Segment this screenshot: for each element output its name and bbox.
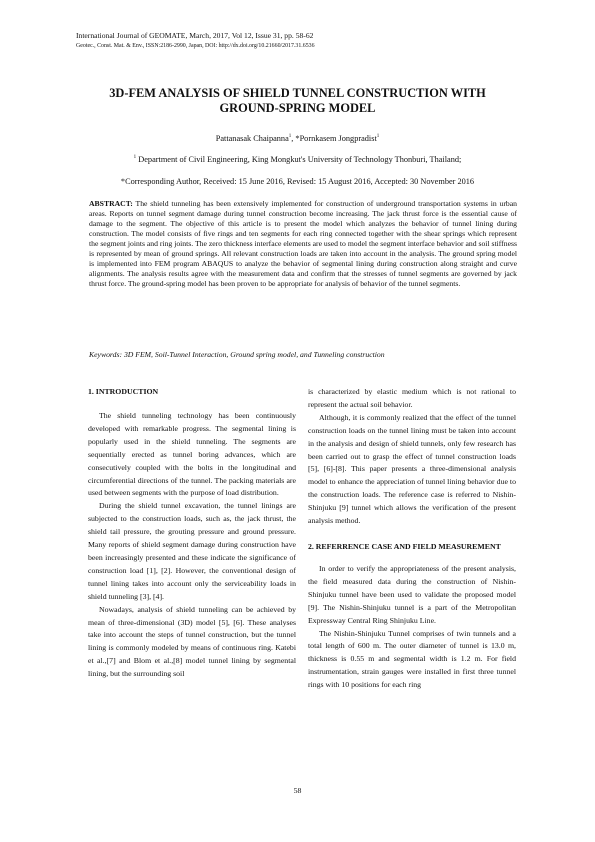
right-column	[308, 386, 516, 692]
keywords: Keywords: 3D FEM, Soil-Tunnel Interaction, Ground spring model, and Tunneling construction	[89, 350, 385, 359]
author-1-affil: 1	[288, 134, 292, 140]
intro-paragraph-2: During the shield tunnel excavation, the tunnel linings are subjected to the construction loads, such as, the jack thrust, the shield tail pressure, the grouting pressure and ground pressure. Many reports of shield segment damage during construction have been increasingly presented and these indicate the significance of construction load [1], [2]. However, the conventional design of tunnel lining takes into account only the serviceability loads in shield tunneling [3], [4].	[88, 501, 296, 601]
affiliation-sup: 1	[133, 155, 137, 161]
intro-paragraph-3: Nowadays, analysis of shield tunneling can be achieved by mean of three-dimensional (3D) model [5], [6]. These analyses take into account the steps of tunnel construction, but the tunnel lining is commonly modeled by means of continuous ring. Katebi et al.,[7] and Blom et al.,[8] model tunnel lining by segmental lining, but the surrounding soil	[88, 604, 296, 679]
authors	[60, 134, 535, 144]
affiliation-text: Department of Civil Engineering, King Mongkut's University of Technology Thonburi, Thailand;	[136, 155, 462, 164]
abstract-text: The shield tunneling has been extensively implemented for construction of underground transportation systems in urban areas. Reports on tunnel segment damage during tunnel construction become increasing. The jack thrust force is the essential cause of damage to the segment. The objective of this article is to present the model which analyzes the behavior of tunnel lining during construction. The model consists of five rings and ten segments for each ring connected together with the shear springs which represent the segment joints and ring joints. The zero thickness interface elements are used to model the segment interface behavior and soil stiffness is represented by mean of ground springs. All relevant construction loads are taken into account in the analysis. The ground spring model is implemented into FEM program ABAQUS to analyze the behavior of segmental lining during construction along straight and curve alignments. The analysis results agree with the measurement data and confirm that the stresses of tunnel segments are governed by jack thrust force. The ground-spring model has been proven to be appropriate for analysis of behavior of the tunnel segments.	[89, 199, 517, 288]
left-column	[88, 386, 296, 681]
journal-header-line1: International Journal of GEOMATE, March, 2017, Vol 12, Issue 31, pp. 58-62	[76, 31, 314, 40]
abstract	[89, 199, 517, 289]
title-line1: 3D-FEM ANALYSIS OF SHIELD TUNNEL CONSTRUCTION WITH	[109, 86, 486, 100]
affiliation	[60, 155, 535, 165]
reference-paragraph-2: The Nishin-Shinjuku Tunnel comprises of twin tunnels and a total length of 600 m. The outer diameter of tunnel is 13.0 m, thickness is 0.55 m and segmental width is 1.2 m. For field instrumentation, strain gauges were installed in first three tunnel rings with 10 positions for each ring	[308, 628, 516, 690]
section-2-heading: 2. REFERRENCE CASE AND FIELD MEASUREMENT	[308, 541, 501, 551]
author-2-affil: 1	[376, 134, 380, 140]
intro-paragraph-4: Although, it is commonly realized that the effect of the tunnel construction loads on the tunnel lining must be taken into account in the analysis and design of shield tunnels, only few research has been carried out to grasp the effect of tunnel construction loads [5], [6]-[8]. This paper presents a three-dimensional analysis model to enhance the appreciation of tunnel lining behavior due to the construction loads. The reference case is referred to Nishin-Shinjuku [9] tunnel which allows the verification of the present analysis method.	[308, 412, 516, 526]
intro-paragraph-1: The shield tunneling technology has been continuously developed with remarkable progress. The segmental lining is popularly used in the shield tunneling. The segments are sequentially erected as tunnel boring advances, which are consecutively coupled with the bolts in the longitudinal and circumferential directions of the tunnel. The packing materials are used between segments with the purpose of load distribution.	[88, 411, 296, 498]
abstract-label: ABSTRACT:	[89, 199, 133, 208]
author-1: Pattanasak Chaipanna	[215, 134, 289, 143]
reference-paragraph-1: In order to verify the appropriateness of the present analysis, the field measured data during the construction of Nishin-Shinjuku tunnel have been used to validate the proposed model [9]. The Nishin-Shinjuku tunnel is a part of the Metropolitan Expressway Central Ring Shinjuku Line.	[308, 563, 516, 625]
journal-header-line2: Geotec., Const. Mat. & Env., ISSN:2186-2990, Japan, DOI: http://dx.doi.org/10.21660/2017.31.6536	[76, 43, 315, 49]
corresponding-author-line: *Corresponding Author, Received: 15 June 2016, Revised: 15 August 2016, Accepted: 30 November 2016	[120, 177, 475, 186]
author-separator: ,	[291, 134, 296, 143]
title-line2: GROUND-SPRING MODEL	[219, 101, 376, 115]
intro-paragraph-3-continued: is characterized by elastic medium which is not rational to represent the actual soil behavior.	[308, 387, 516, 409]
author-2: *Pornkasem Jongpradist	[295, 134, 377, 143]
paper-title	[60, 86, 535, 116]
page-number: 58	[293, 786, 302, 795]
section-1-heading: 1. INTRODUCTION	[88, 387, 159, 396]
